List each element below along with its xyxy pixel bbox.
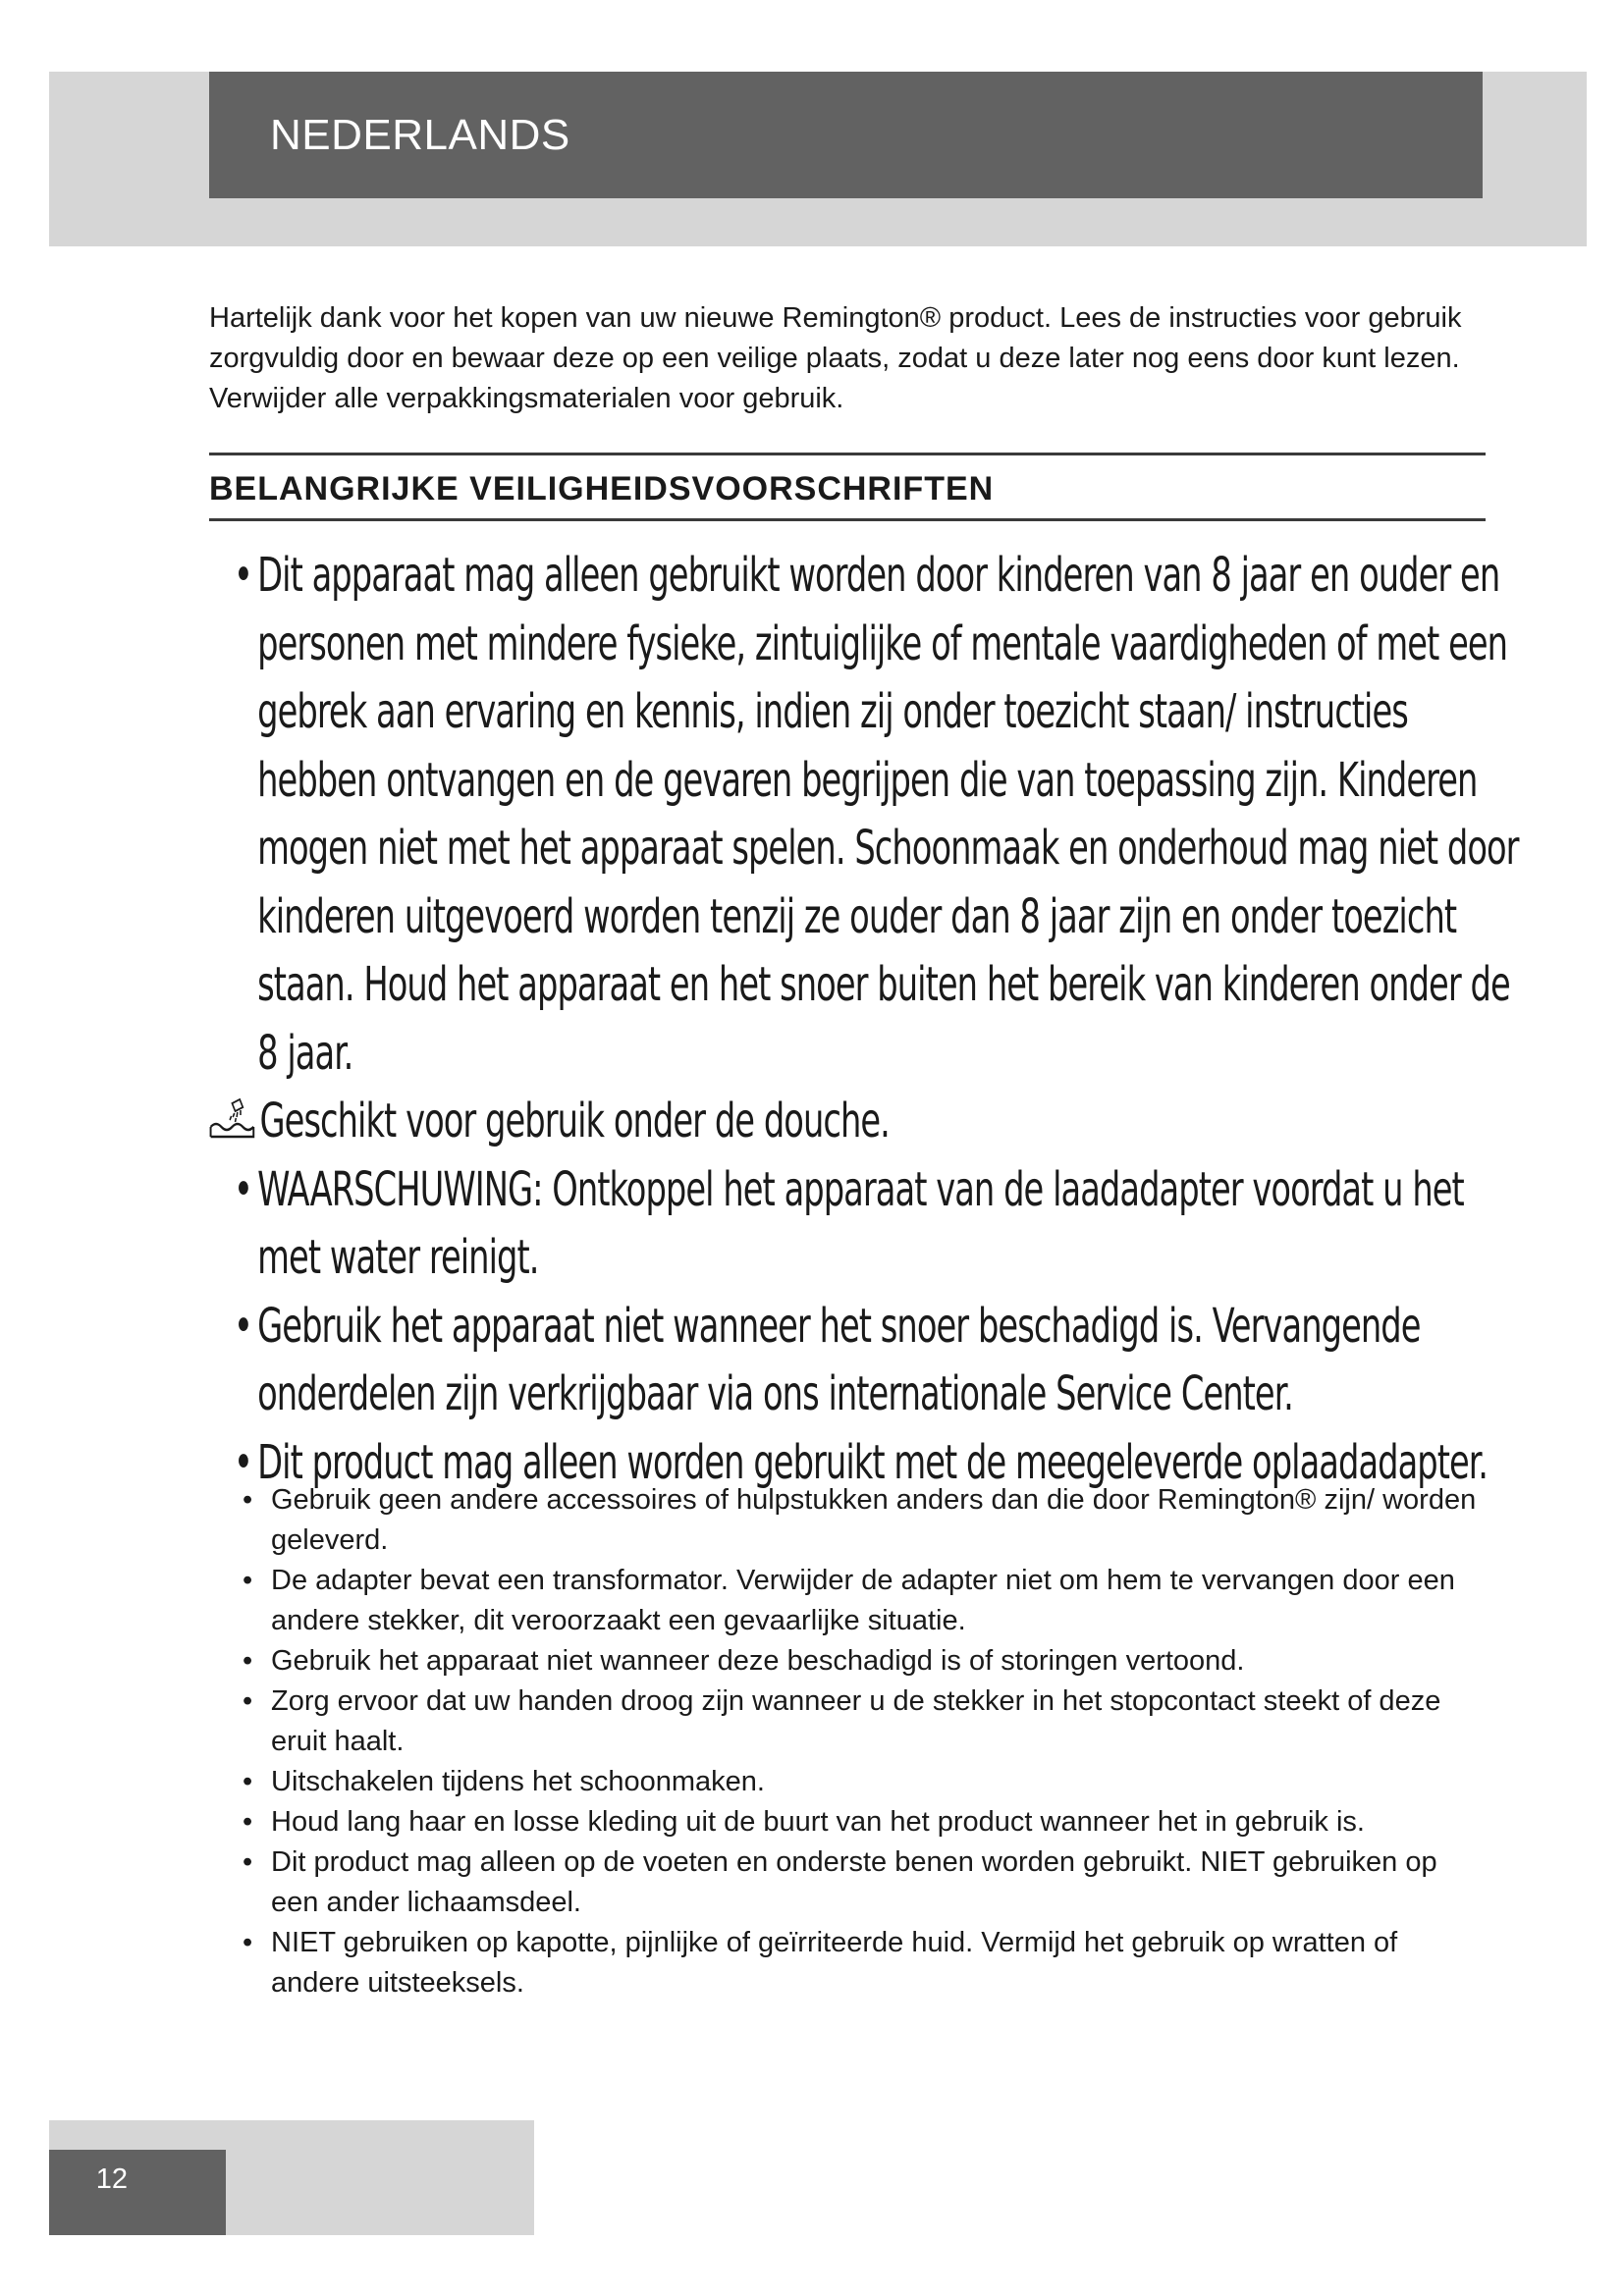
list-item-text: Gebruik het apparaat niet wanneer deze beschadigd is of storingen vertoond.	[271, 1645, 1245, 1677]
list-item-text: Zorg ervoor dat uw handen droog zijn wanneer u de stekker in het stopcontact steekt of deze eruit haalt.	[271, 1685, 1441, 1757]
bullet: •	[243, 1766, 253, 1797]
list-item-text: WAARSCHUWING: Ontkoppel het apparaat van de laadadapter voordat u het met water reinigt.	[257, 1161, 1464, 1285]
list-item-text: Gebruik geen andere accessoires of hulpstukken anders dan die door Remington® zijn/ worden geleverd.	[271, 1484, 1477, 1556]
shower-icon	[209, 1097, 255, 1141]
bullet: •	[243, 1806, 253, 1838]
list-item	[209, 1641, 1486, 1682]
page-title: NEDERLANDS	[270, 111, 570, 159]
bullet: •	[233, 548, 252, 603]
large-safety-list	[209, 542, 1519, 1497]
list-item	[209, 1923, 1486, 2003]
bullet: •	[243, 1484, 253, 1516]
page-number: 12	[95, 2163, 128, 2195]
bullet: •	[233, 1434, 252, 1490]
list-item	[209, 1293, 1521, 1429]
bullet: •	[233, 1161, 252, 1217]
heading-rule-bottom	[209, 518, 1486, 521]
bullet: •	[243, 1846, 253, 1878]
list-item-text: De adapter bevat een transformator. Verwijder de adapter niet om hem te vervangen door een andere stekker, dit veroorzaakt een gevaarlijke situatie.	[271, 1565, 1455, 1636]
intro-paragraph: Hartelijk dank voor het kopen van uw nieuwe Remington® product. Lees de instructies voor gebruik zorgvuldig door en bewaar deze op een veilige plaats, zodat u deze later nog eens door kunt lezen. Verwijder alle verpakkingsmaterialen voor gebruik.	[209, 302, 1462, 414]
bullet: •	[243, 1927, 253, 1958]
bullet: •	[243, 1685, 253, 1717]
list-item	[209, 1480, 1486, 1561]
bullet: •	[233, 1298, 252, 1354]
list-item-text: Dit product mag alleen op de voeten en onderste benen worden gebruikt. NIET gebruiken op een ander lichaamsdeel.	[271, 1846, 1437, 1918]
list-item	[209, 1802, 1486, 1842]
list-item-text: Houd lang haar en losse kleding uit de buurt van het product wanneer het in gebruik is.	[271, 1806, 1365, 1838]
list-item	[209, 1682, 1486, 1762]
list-item	[209, 1561, 1486, 1641]
shower-note-text: Geschikt voor gebruik onder de douche.	[259, 1094, 890, 1148]
list-item-text: NIET gebruiken op kapotte, pijnlijke of geïrriteerde huid. Vermijd het gebruik op wratten of andere uitsteeksels.	[271, 1927, 1398, 1999]
list-item	[209, 1842, 1486, 1923]
bullet: •	[243, 1645, 253, 1677]
shower-note	[209, 1088, 1473, 1156]
header-title-box	[209, 72, 1483, 198]
list-item	[209, 542, 1521, 1088]
list-item	[209, 1762, 1486, 1802]
small-safety-list	[209, 1480, 1486, 2003]
list-item-text: Dit product mag alleen worden gebruikt met de meegeleverde oplaadadapter.	[257, 1434, 1489, 1490]
list-item-text: Gebruik het apparaat niet wanneer het snoer beschadigd is. Vervangende onderdelen zijn verkrijgbaar via ons internationale Service Center.	[257, 1298, 1421, 1421]
bullet: •	[243, 1565, 253, 1596]
list-item-text: Dit apparaat mag alleen gebruikt worden door kinderen van 8 jaar en ouder en personen met mindere fysieke, zintuiglijke of mentale vaardigheden of met een gebrek aan ervaring en kennis, indien zij onder toezicht staan/ instructies hebben ontvangen en de gevaren begrijpen die van toepassing zijn. Kinderen mogen niet met het apparaat spelen. Schoonmaak en onderhoud mag niet door kinderen uitgevoerd worden tenzij ze ouder dan 8 jaar zijn en onder toezicht staan. Houd het apparaat en het snoer buiten het bereik van kinderen onder de 8 jaar.	[257, 548, 1519, 1081]
list-item-text: Uitschakelen tijdens het schoonmaken.	[271, 1766, 765, 1797]
section-heading: BELANGRIJKE VEILIGHEIDSVOORSCHRIFTEN	[209, 470, 995, 507]
heading-rule-top	[209, 453, 1486, 455]
list-item	[209, 1156, 1521, 1293]
